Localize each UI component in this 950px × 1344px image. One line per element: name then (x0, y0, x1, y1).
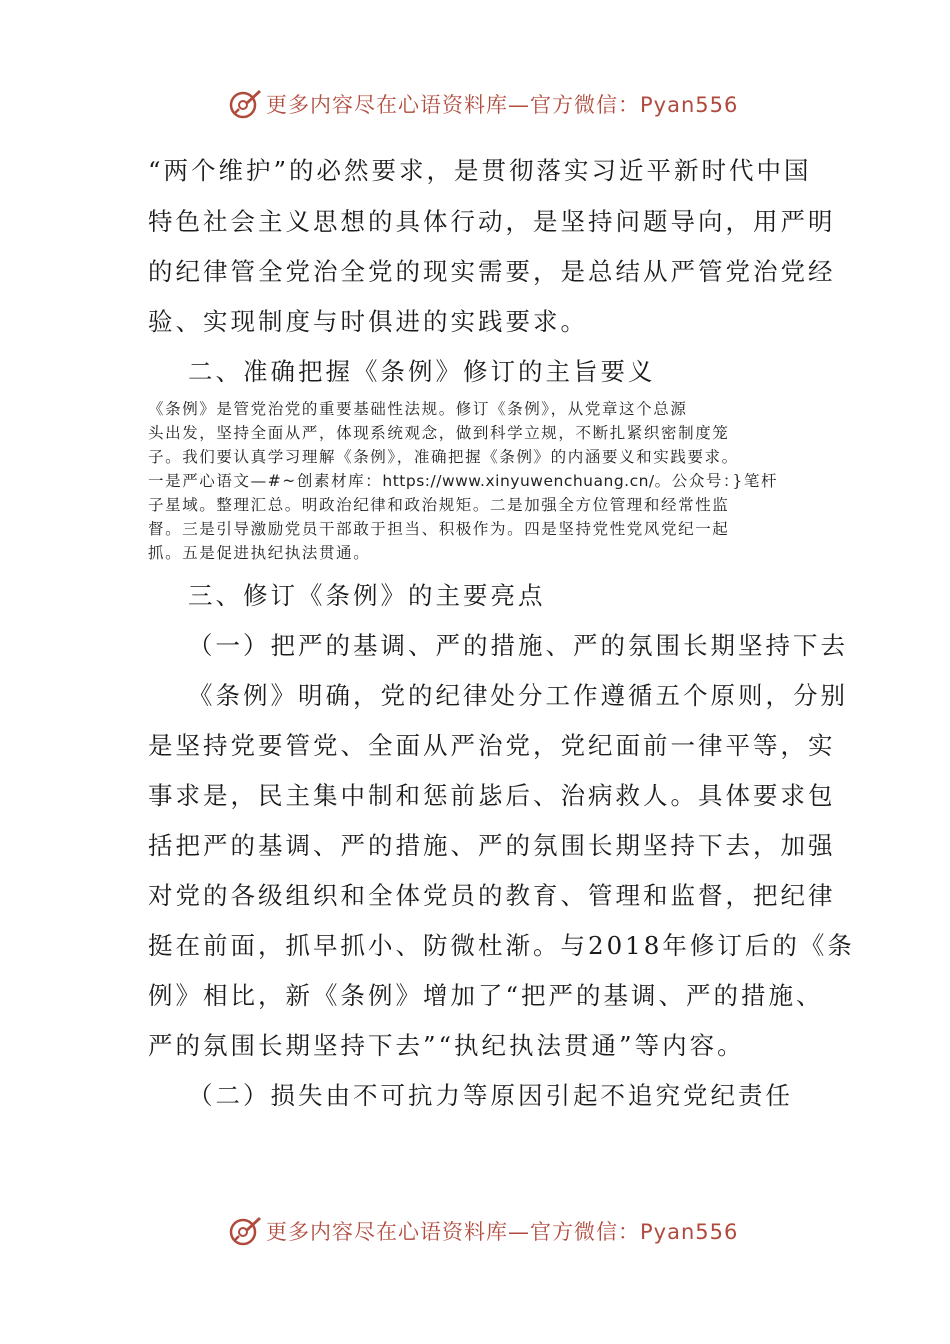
header-banner (228, 84, 738, 124)
small-paragraph-line: 督。三是引导激励党员干部敢于担当、积极作为。四是坚持党性党风党纪一起 (148, 520, 730, 538)
watermark-text: 一是严心语文—#~创素材库： (148, 472, 383, 490)
paragraph-line: 挺在前面，抓早抓小、防微杜渐。与2018年修订后的《条 (148, 931, 855, 960)
watermark-text: 。公众号：}笔杆 (654, 472, 779, 490)
paragraph-line: 特色社会主义思想的具体行动，是坚持问题导向，用严明 (148, 207, 836, 236)
paragraph-line: 严的氛围长期坚持下去”“执纪执法贯通”等内容。 (148, 1031, 745, 1060)
subheading-2: （二）损失由不可抗力等原因引起不追究党纪责任 (188, 1081, 793, 1110)
small-paragraph-line: 抓。五是促进执纪执法贯通。 (148, 544, 371, 562)
section-heading-2: 二、准确把握《条例》修订的主旨要义 (188, 357, 656, 386)
paragraph-line: 验、实现制度与时俱进的实践要求。 (148, 307, 588, 336)
paragraph-line: 事求是，民主集中制和惩前毖后、治病救人。具体要求包 (148, 781, 836, 810)
paragraph-line: 是坚持党要管党、全面从严治党，党纪面前一律平等，实 (148, 731, 836, 760)
small-paragraph-line (148, 469, 778, 491)
paragraph-line: 括把严的基调、严的措施、严的氛围长期坚持下去，加强 (148, 831, 836, 860)
section-heading-3: 三、修订《条例》的主要亮点 (188, 581, 546, 610)
site-link[interactable]: https://www.xinyuwenchuang.cn/ (382, 472, 655, 490)
small-paragraph-line: 子。我们要认真学习理解《条例》，准确把握《条例》的内涵要义和实践要求。 (148, 448, 739, 466)
subheading-1: （一）把严的基调、严的措施、严的氛围长期坚持下去 (188, 631, 848, 660)
small-paragraph-line: 《条例》是管党治党的重要基础性法规。修订《条例》，从党章这个总源 (148, 400, 688, 418)
pen-logo-icon (228, 1214, 262, 1248)
paragraph-line: 的纪律管全党治全党的现实需要，是总结从严管党治党经 (148, 257, 836, 286)
small-paragraph-line: 子星域。整理汇总。明政治纪律和政治规矩。二是加强全方位管理和经常性监 (148, 496, 730, 514)
small-paragraph-line: 头出发，坚持全面从严，体现系统观念，做到科学立规，不断扎紧织密制度笼 (148, 424, 730, 442)
paragraph-line: 《条例》明确，党的纪律处分工作遵循五个原则，分别 (188, 681, 848, 710)
footer-banner (228, 1211, 738, 1251)
header-banner-text: 更多内容尽在心语资料库—官方微信：Pyan556 (266, 93, 739, 117)
footer-banner-text: 更多内容尽在心语资料库—官方微信：Pyan556 (266, 1220, 739, 1244)
paragraph-line: “两个维护”的必然要求，是贯彻落实习近平新时代中国 (148, 156, 812, 185)
pen-logo-icon (228, 87, 262, 121)
paragraph-line: 对党的各级组织和全体党员的教育、管理和监督，把纪律 (148, 881, 836, 910)
paragraph-line: 例》相比，新《条例》增加了“把严的基调、严的措施、 (148, 981, 824, 1010)
